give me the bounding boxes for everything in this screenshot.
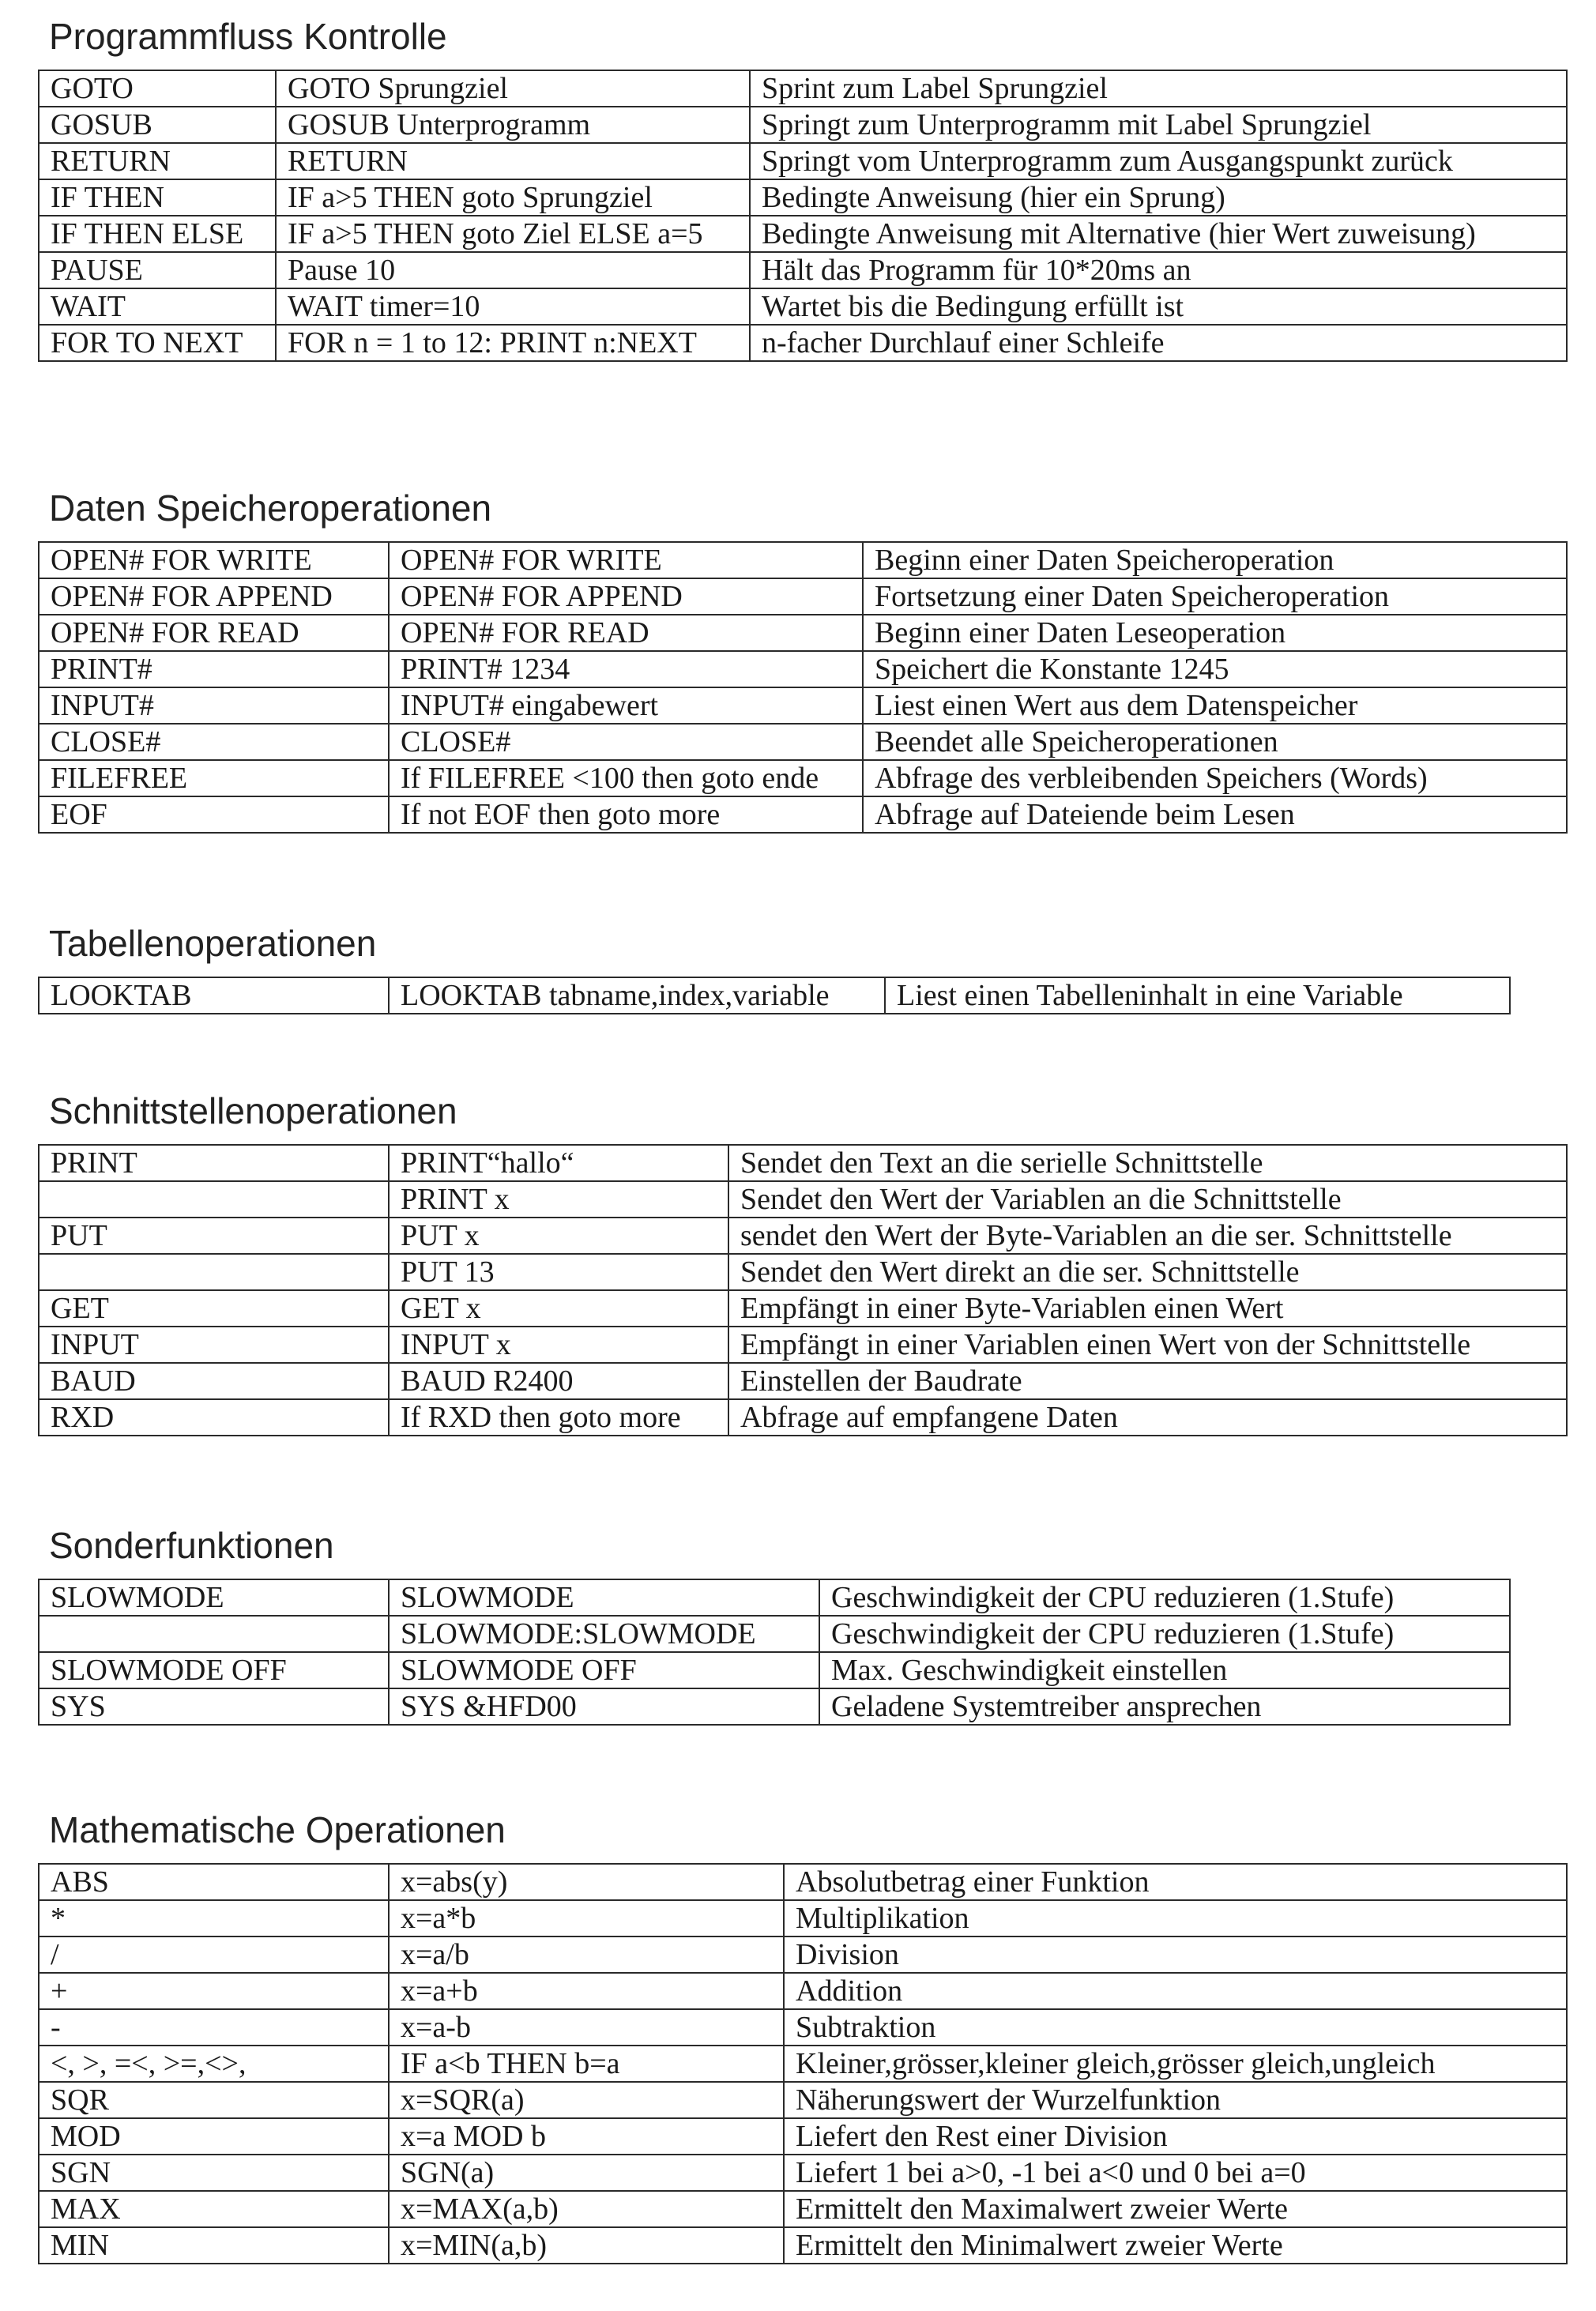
section-title-tabellen: Tabellenoperationen: [49, 923, 377, 964]
description-cell: Geschwindigkeit der CPU reduzieren (1.Stufe): [819, 1579, 1510, 1616]
command-cell: /: [39, 1936, 389, 1973]
table-row: [39, 2046, 1567, 2082]
description-cell: Liest einen Wert aus dem Datenspeicher: [863, 687, 1567, 724]
command-cell: IF THEN ELSE: [39, 216, 276, 252]
description-cell: Max. Geschwindigkeit einstellen: [819, 1652, 1510, 1688]
command-cell: WAIT: [39, 288, 276, 325]
command-cell: EOF: [39, 796, 389, 833]
command-cell: LOOKTAB: [39, 977, 389, 1014]
command-cell: INPUT#: [39, 687, 389, 724]
example-cell: x=SQR(a): [389, 2082, 784, 2118]
command-cell: SLOWMODE OFF: [39, 1652, 389, 1688]
description-cell: Abfrage des verbleibenden Speichers (Words): [863, 760, 1567, 796]
command-cell: OPEN# FOR WRITE: [39, 542, 389, 578]
example-cell: SLOWMODE:SLOWMODE: [389, 1616, 819, 1652]
description-cell: Hält das Programm für 10*20ms an: [750, 252, 1567, 288]
table-row: [39, 1936, 1567, 1973]
description-cell: Abfrage auf Dateiende beim Lesen: [863, 796, 1567, 833]
table-daten-speicher: [38, 541, 1568, 834]
table-schnittstellen: [38, 1144, 1568, 1436]
table-row: [39, 687, 1567, 724]
table-row: [39, 1864, 1567, 1900]
table-row: [39, 252, 1567, 288]
example-cell: OPEN# FOR WRITE: [389, 542, 863, 578]
table-row: [39, 1616, 1510, 1652]
table-row: [39, 1254, 1567, 1290]
command-cell: INPUT: [39, 1327, 389, 1363]
section-title-mathematische: Mathematische Operationen: [49, 1809, 506, 1850]
description-cell: Ermittelt den Minimalwert zweier Werte: [784, 2227, 1567, 2264]
command-cell: GOTO: [39, 70, 276, 107]
table-row: [39, 325, 1567, 361]
example-cell: SGN(a): [389, 2155, 784, 2191]
example-cell: GOSUB Unterprogramm: [276, 107, 750, 143]
section-title-schnittstellen: Schnittstellenoperationen: [49, 1090, 457, 1131]
table-row: [39, 796, 1567, 833]
example-cell: IF a<b THEN b=a: [389, 2046, 784, 2082]
example-cell: If not EOF then goto more: [389, 796, 863, 833]
section-title-programmfluss: Programmfluss Kontrolle: [49, 16, 447, 57]
command-cell: [39, 1181, 389, 1218]
table-row: [39, 651, 1567, 687]
description-cell: Geschwindigkeit der CPU reduzieren (1.Stufe): [819, 1616, 1510, 1652]
section-title-daten-speicher: Daten Speicheroperationen: [49, 487, 492, 529]
description-cell: Liefert den Rest einer Division: [784, 2118, 1567, 2155]
description-cell: Multiplikation: [784, 1900, 1567, 1936]
command-cell: [39, 1616, 389, 1652]
description-cell: Springt vom Unterprogramm zum Ausgangspunkt zurück: [750, 143, 1567, 179]
command-cell: PRINT#: [39, 651, 389, 687]
description-cell: Beendet alle Speicheroperationen: [863, 724, 1567, 760]
table-row: [39, 1399, 1567, 1436]
example-cell: INPUT x: [389, 1327, 728, 1363]
example-cell: x=abs(y): [389, 1864, 784, 1900]
table-row: [39, 179, 1567, 216]
table-row: [39, 2009, 1567, 2046]
description-cell: Wartet bis die Bedingung erfüllt ist: [750, 288, 1567, 325]
table-row: [39, 1218, 1567, 1254]
command-cell: [39, 1254, 389, 1290]
table-row: [39, 542, 1567, 578]
description-cell: Ermittelt den Maximalwert zweier Werte: [784, 2191, 1567, 2227]
description-cell: sendet den Wert der Byte-Variablen an die ser. Schnittstelle: [728, 1218, 1567, 1254]
command-cell: PAUSE: [39, 252, 276, 288]
table-row: [39, 107, 1567, 143]
example-cell: OPEN# FOR READ: [389, 615, 863, 651]
command-cell: RETURN: [39, 143, 276, 179]
description-cell: Sendet den Text an die serielle Schnittstelle: [728, 1145, 1567, 1181]
table-row: [39, 2118, 1567, 2155]
table-tabellen: [38, 977, 1511, 1014]
example-cell: PUT 13: [389, 1254, 728, 1290]
description-cell: Fortsetzung einer Daten Speicheroperation: [863, 578, 1567, 615]
description-cell: Empfängt in einer Byte-Variablen einen Wert: [728, 1290, 1567, 1327]
command-cell: MIN: [39, 2227, 389, 2264]
description-cell: Absolutbetrag einer Funktion: [784, 1864, 1567, 1900]
description-cell: n-facher Durchlauf einer Schleife: [750, 325, 1567, 361]
table-row: [39, 70, 1567, 107]
description-cell: Kleiner,grösser,kleiner gleich,grösser gleich,ungleich: [784, 2046, 1567, 2082]
command-cell: IF THEN: [39, 179, 276, 216]
description-cell: Sendet den Wert direkt an die ser. Schnittstelle: [728, 1254, 1567, 1290]
example-cell: GOTO Sprungziel: [276, 70, 750, 107]
command-cell: SGN: [39, 2155, 389, 2191]
table-mathematische: [38, 1863, 1568, 2264]
description-cell: Beginn einer Daten Leseoperation: [863, 615, 1567, 651]
table-row: [39, 1652, 1510, 1688]
command-cell: CLOSE#: [39, 724, 389, 760]
table-row: [39, 1900, 1567, 1936]
example-cell: PRINT x: [389, 1181, 728, 1218]
table-row: [39, 2227, 1567, 2264]
description-cell: Bedingte Anweisung mit Alternative (hier Wert zuweisung): [750, 216, 1567, 252]
table-row: [39, 1363, 1567, 1399]
description-cell: Empfängt in einer Variablen einen Wert von der Schnittstelle: [728, 1327, 1567, 1363]
example-cell: If FILEFREE <100 then goto ende: [389, 760, 863, 796]
table-programmfluss: [38, 70, 1568, 362]
example-cell: LOOKTAB tabname,index,variable: [389, 977, 885, 1014]
example-cell: CLOSE#: [389, 724, 863, 760]
command-cell: FOR TO NEXT: [39, 325, 276, 361]
command-cell: MOD: [39, 2118, 389, 2155]
command-cell: *: [39, 1900, 389, 1936]
section-title-sonderfunktionen: Sonderfunktionen: [49, 1525, 334, 1566]
table-row: [39, 1145, 1567, 1181]
example-cell: PUT x: [389, 1218, 728, 1254]
table-row: [39, 143, 1567, 179]
description-cell: Abfrage auf empfangene Daten: [728, 1399, 1567, 1436]
command-cell: <, >, =<, >=,<>,: [39, 2046, 389, 2082]
table-sonderfunktionen: [38, 1579, 1511, 1726]
example-cell: WAIT timer=10: [276, 288, 750, 325]
example-cell: x=a+b: [389, 1973, 784, 2009]
description-cell: Springt zum Unterprogramm mit Label Sprungziel: [750, 107, 1567, 143]
description-cell: Sendet den Wert der Variablen an die Schnittstelle: [728, 1181, 1567, 1218]
command-cell: SQR: [39, 2082, 389, 2118]
table-row: [39, 1290, 1567, 1327]
description-cell: Liest einen Tabelleninhalt in eine Variable: [885, 977, 1510, 1014]
example-cell: x=a*b: [389, 1900, 784, 1936]
example-cell: SYS &HFD00: [389, 1688, 819, 1725]
command-cell: PUT: [39, 1218, 389, 1254]
table-row: [39, 2082, 1567, 2118]
example-cell: x=a MOD b: [389, 2118, 784, 2155]
description-cell: Liefert 1 bei a>0, -1 bei a<0 und 0 bei a=0: [784, 2155, 1567, 2191]
command-cell: BAUD: [39, 1363, 389, 1399]
table-row: [39, 2155, 1567, 2191]
example-cell: SLOWMODE OFF: [389, 1652, 819, 1688]
command-cell: SLOWMODE: [39, 1579, 389, 1616]
description-cell: Sprint zum Label Sprungziel: [750, 70, 1567, 107]
command-cell: OPEN# FOR APPEND: [39, 578, 389, 615]
table-row: [39, 615, 1567, 651]
description-cell: Addition: [784, 1973, 1567, 2009]
command-cell: -: [39, 2009, 389, 2046]
command-cell: GET: [39, 1290, 389, 1327]
command-cell: ABS: [39, 1864, 389, 1900]
command-cell: PRINT: [39, 1145, 389, 1181]
table-row: [39, 2191, 1567, 2227]
table-row: [39, 724, 1567, 760]
example-cell: If RXD then goto more: [389, 1399, 728, 1436]
table-row: [39, 288, 1567, 325]
example-cell: PRINT“hallo“: [389, 1145, 728, 1181]
table-row: [39, 1579, 1510, 1616]
example-cell: PRINT# 1234: [389, 651, 863, 687]
example-cell: OPEN# FOR APPEND: [389, 578, 863, 615]
description-cell: Division: [784, 1936, 1567, 1973]
table-row: [39, 977, 1510, 1014]
table-row: [39, 216, 1567, 252]
example-cell: BAUD R2400: [389, 1363, 728, 1399]
description-cell: Einstellen der Baudrate: [728, 1363, 1567, 1399]
description-cell: Geladene Systemtreiber ansprechen: [819, 1688, 1510, 1725]
description-cell: Bedingte Anweisung (hier ein Sprung): [750, 179, 1567, 216]
example-cell: x=MAX(a,b): [389, 2191, 784, 2227]
example-cell: FOR n = 1 to 12: PRINT n:NEXT: [276, 325, 750, 361]
example-cell: RETURN: [276, 143, 750, 179]
command-cell: MAX: [39, 2191, 389, 2227]
command-cell: +: [39, 1973, 389, 2009]
example-cell: x=a-b: [389, 2009, 784, 2046]
table-row: [39, 1181, 1567, 1218]
example-cell: IF a>5 THEN goto Sprungziel: [276, 179, 750, 216]
example-cell: SLOWMODE: [389, 1579, 819, 1616]
example-cell: INPUT# eingabewert: [389, 687, 863, 724]
description-cell: Speichert die Konstante 1245: [863, 651, 1567, 687]
table-row: [39, 760, 1567, 796]
table-row: [39, 578, 1567, 615]
description-cell: Beginn einer Daten Speicheroperation: [863, 542, 1567, 578]
table-row: [39, 1327, 1567, 1363]
example-cell: IF a>5 THEN goto Ziel ELSE a=5: [276, 216, 750, 252]
example-cell: x=MIN(a,b): [389, 2227, 784, 2264]
table-row: [39, 1688, 1510, 1725]
command-cell: RXD: [39, 1399, 389, 1436]
command-cell: FILEFREE: [39, 760, 389, 796]
command-cell: GOSUB: [39, 107, 276, 143]
table-row: [39, 1973, 1567, 2009]
description-cell: Subtraktion: [784, 2009, 1567, 2046]
example-cell: x=a/b: [389, 1936, 784, 1973]
description-cell: Näherungswert der Wurzelfunktion: [784, 2082, 1567, 2118]
command-cell: SYS: [39, 1688, 389, 1725]
command-cell: OPEN# FOR READ: [39, 615, 389, 651]
example-cell: GET x: [389, 1290, 728, 1327]
example-cell: Pause 10: [276, 252, 750, 288]
